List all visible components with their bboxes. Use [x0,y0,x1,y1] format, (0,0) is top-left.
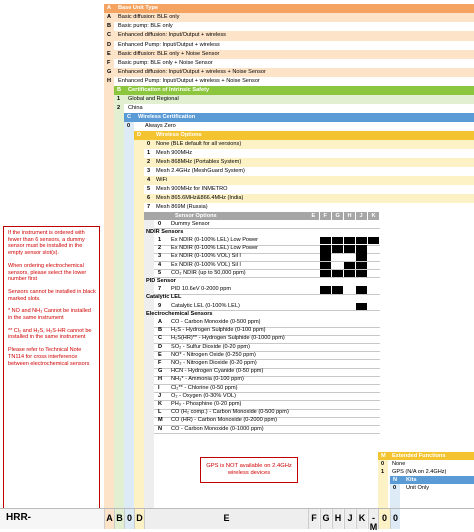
sensor-group-title: NDIR Sensors [146,228,184,235]
sensor-label: CO (HR) - Carbon Monoxide (0-2000 ppm) [171,417,278,424]
sensor-group-title: PID Sensor [146,277,176,284]
note-n3: Sensors cannot be installed in black marked slots. [8,288,96,302]
blocked-slot [356,262,367,270]
extended-function-code: 1 [381,468,385,475]
sensor-label: CO₂ NDIR (up to 50,000 ppm) [171,269,246,276]
column-b-strip [114,86,124,508]
certification-header-code: B [117,87,122,93]
note-n1: If the instrument is ordered with fewer than 6 sensors, a dummy sensor must be installed in the empty sensor slot(s). [8,230,85,257]
sensor-code: H [158,376,163,383]
wireless-options-row-bg [144,176,474,185]
sensor-code: I [158,384,160,391]
part-number-cell: G [320,509,331,529]
wireless-option-code: 0 [147,141,151,147]
sensor-code: 1 [158,236,162,243]
extended-function-code: 0 [381,460,385,467]
base-unit-code: B [107,23,112,30]
sensor-code: 2 [158,245,162,252]
sensor-label: NO₂ - Nitrogen Dioxide (0-20 ppm) [171,359,257,366]
wireless-option-label: Mesh 900MHz [156,150,193,156]
notes-box [3,226,100,514]
base-unit-code: F [107,60,111,66]
wireless-option-code: 2 [147,159,151,165]
base-unit-code: D [107,41,112,48]
sensor-code: 4 [158,261,162,268]
sensor-options-header-label: Sensor Options [175,212,217,219]
sensor-code: M [158,417,163,424]
wireless-option-label: Mesh 865.6MHz&866.4MHz (India) [156,195,244,201]
sensor-label: Ex NDIR (0-100% VOL) Sil I [171,253,241,260]
part-number-cell: B [114,509,124,529]
sensor-label: CO - Carbon Monoxide (0-500 ppm) [171,318,261,325]
wireless-options-header-label: Wireless Options [156,132,202,138]
kit-code: 0 [393,485,397,491]
slot-column-label: F [323,212,327,219]
sensor-label: Cl₂** - Chlorine (0-50 ppm) [171,384,238,391]
sensor-label: Dummy Sensor [171,220,210,227]
blocked-slot [356,245,367,253]
part-number-tail [400,509,474,529]
sensor-label: Ex NDIR (0-100% LEL) Low Power [171,236,259,243]
column-d-strip [134,131,144,508]
sensor-group-title: Catalytic LEL [146,294,182,301]
sensor-label: H₂S(HR)** - Hydrogen Sulphide (0-1000 ppm) [171,335,285,342]
sensor-code: F [158,359,162,366]
wireless-option-code: 6 [147,195,151,201]
blocked-slot [344,245,355,253]
blocked-slot [320,286,331,294]
sensor-code: A [158,318,163,325]
blocked-slot [344,237,355,245]
sensor-code: N [158,425,163,432]
wireless-cert-header-label: Wireless Certification [138,114,196,120]
sensor-group-title: Electrochemical Sensors [146,310,213,317]
base-unit-label: Basic diffusion: BLE only + Noise Sensor [118,50,220,57]
note-n5: ** Cl₂ and H₂S, H₂S-HR cannot be installed in the same instrument [8,327,92,341]
base-unit-label: Enhanced diffusion: Input/Output + wireless + Noise Sensor [118,69,266,76]
sensor-code: K [158,400,163,407]
blocked-slot [344,270,355,278]
base-unit-code: G [107,69,112,76]
base-unit-label: Enhanced Pump: Input/Output + wireless [118,41,220,48]
wireless-option-label: WiFi [156,177,168,183]
part-number-cell: 0 [124,509,134,529]
part-number-cell: A [104,509,114,529]
extended-functions-header-code: M [381,452,386,459]
blocked-slot [332,270,343,278]
base-unit-code: E [107,50,111,57]
base-unit-header-label: Base Unit Type [118,5,158,11]
sensor-code: 3 [158,253,162,260]
wireless-option-code: 3 [147,168,151,174]
column-c-strip [124,113,134,508]
sensor-code: 7 [158,286,162,293]
blocked-slot [320,270,331,278]
base-unit-code: C [107,32,112,39]
sensor-label: H₂S - Hydrogen Sulphide (0-100 ppm) [171,327,266,334]
extended-function-label: GPS (N/A on 2.4GHz) [392,468,447,475]
sensor-label: PID 10.6eV 0-2000 ppm [171,286,232,293]
slot-column-label: E [311,212,316,219]
certification-label: China [128,105,143,111]
part-number-cell: D [134,509,144,529]
wireless-option-label: Mesh 869M (Russia) [156,204,208,210]
sensor-code: E [158,351,162,358]
wireless-option-code: 5 [147,186,151,192]
kits-header-label: Kits [406,476,417,483]
sensor-options-header [144,212,308,220]
blocked-slot [332,245,343,253]
blocked-slot [320,237,331,245]
extended-functions-header-label: Extended Functions [392,452,446,459]
blocked-slot [320,253,331,261]
blocked-slot [344,262,355,270]
base-unit-code: H [107,78,112,85]
part-number-cell: F [308,509,319,529]
sensor-label: SO₂ - Sulfur Dioxide (0-20 ppm) [171,343,250,350]
certification-label: Global and Regional [128,96,179,102]
sensor-label: O₂ - Oxygen (0-30% VOL) [171,392,236,399]
wireless-cert-code: 0 [127,123,131,129]
sensor-code: B [158,327,163,334]
wireless-option-code: 7 [147,204,151,210]
blocked-slot [332,237,343,245]
part-number-cell: K [356,509,367,529]
blocked-slot [320,245,331,253]
sensor-code: 0 [158,220,162,227]
wireless-cert-header-code: C [127,114,132,120]
base-unit-label: Basic pump: BLE only [118,23,173,30]
wireless-options-header-code: D [137,132,142,138]
certification-code: 1 [117,96,121,102]
sensor-code: C [158,335,163,342]
sensor-label: PH₃ - Phosphine (0-20 ppm) [171,400,242,407]
row-divider [154,294,380,295]
wireless-option-code: 1 [147,150,151,156]
part-number-cell: -M [368,509,378,529]
base-unit-header [104,4,474,13]
base-unit-label: Basic diffusion: BLE only [118,14,180,20]
sensor-code: L [158,409,162,416]
part-number-prefix: HRR- [6,512,31,523]
wireless-cert-label: Always Zero [145,123,176,129]
wireless-option-code: 4 [147,177,151,183]
blocked-slot [356,237,367,245]
base-unit-label: Enhanced Pump: Input/Output + wireless + Noise Sensor [118,78,260,85]
kits-header [390,476,474,484]
wireless-option-label: Mesh 2.4GHz (MeshGuard System) [156,168,245,174]
row-divider [154,277,380,278]
blocked-slot [356,303,367,311]
gps-note-box: GPS is NOT available on 2.4GHz wireless devices [200,457,298,483]
certification-code: 2 [117,105,121,111]
blocked-slot [356,286,367,294]
base-unit-code: A [107,14,112,20]
sensor-label: CO - Carbon Monoxide (0-1000 ppm) [171,425,264,432]
sensor-label: Ex NDIR (0-100% LEL) Low Power [171,245,259,252]
sensor-code: D [158,343,163,350]
blocked-slot [356,270,367,278]
note-n2: When ordering electrochemical sensors, please select the lower number first [8,262,87,283]
blocked-slot [332,286,343,294]
part-number-cell: 0 [390,509,400,529]
sensor-label: Catalytic LEL (0-100% LEL) [171,302,240,309]
base-unit-label: Basic pump: BLE only + Noise Sensor [118,60,213,66]
note-n6: Please refer to Technical Note TN114 for cross interference between electrochemical sensors [8,347,90,367]
row-divider [154,228,380,229]
kit-label: Unit Only [406,485,430,491]
slot-column-label: J [359,212,363,219]
slot-column-label: H [347,212,352,219]
blocked-slot [356,253,367,261]
extended-function-label: None [392,460,406,467]
slot-column-label: G [335,212,340,219]
note-n4: * NO and NH₃ Cannot be installed in the same instrument [8,308,91,322]
sensor-code: 9 [158,302,162,309]
part-number-cell: J [344,509,355,529]
sensor-code: 5 [158,269,162,276]
blocked-slot [368,237,379,245]
sensor-code: J [158,392,162,399]
part-number-cell: E [144,509,308,529]
sensor-label: NO* - Nitrogen Oxide (0-250 ppm) [171,351,256,358]
part-number-cell: H [332,509,343,529]
base-unit-label: Enhanced diffusion: Input/Output + wireless [118,32,226,39]
slot-column-label: K [371,212,376,219]
sensor-label: CO (H₂ comp.) - Carbon Monoxide (0-500 ppm) [171,409,289,416]
part-number-cell: 0 [378,509,390,529]
wireless-option-label: Mesh 868MHz (Portables System) [156,159,242,165]
blocked-slot [320,262,331,270]
sensor-code: G [158,368,163,375]
column-e-strip [144,212,154,508]
sensor-label: HCN - Hydrogen Cyanide (0-50 ppm) [171,368,264,375]
kits-header-code: N [393,476,398,483]
sensor-label: NH₃* - Ammonia (0-100 ppm) [171,376,244,383]
wireless-option-label: Mesh 900MHz for INMETRO [156,186,228,192]
sensor-label: Ex NDIR (0-100% VOL) Sil I [171,261,241,268]
wireless-option-label: None (BLE default for all versions) [156,141,242,147]
row-divider [154,433,380,434]
certification-header-label: Certification of Intrinsic Safety [128,87,210,93]
base-unit-header-code: A [107,5,112,11]
